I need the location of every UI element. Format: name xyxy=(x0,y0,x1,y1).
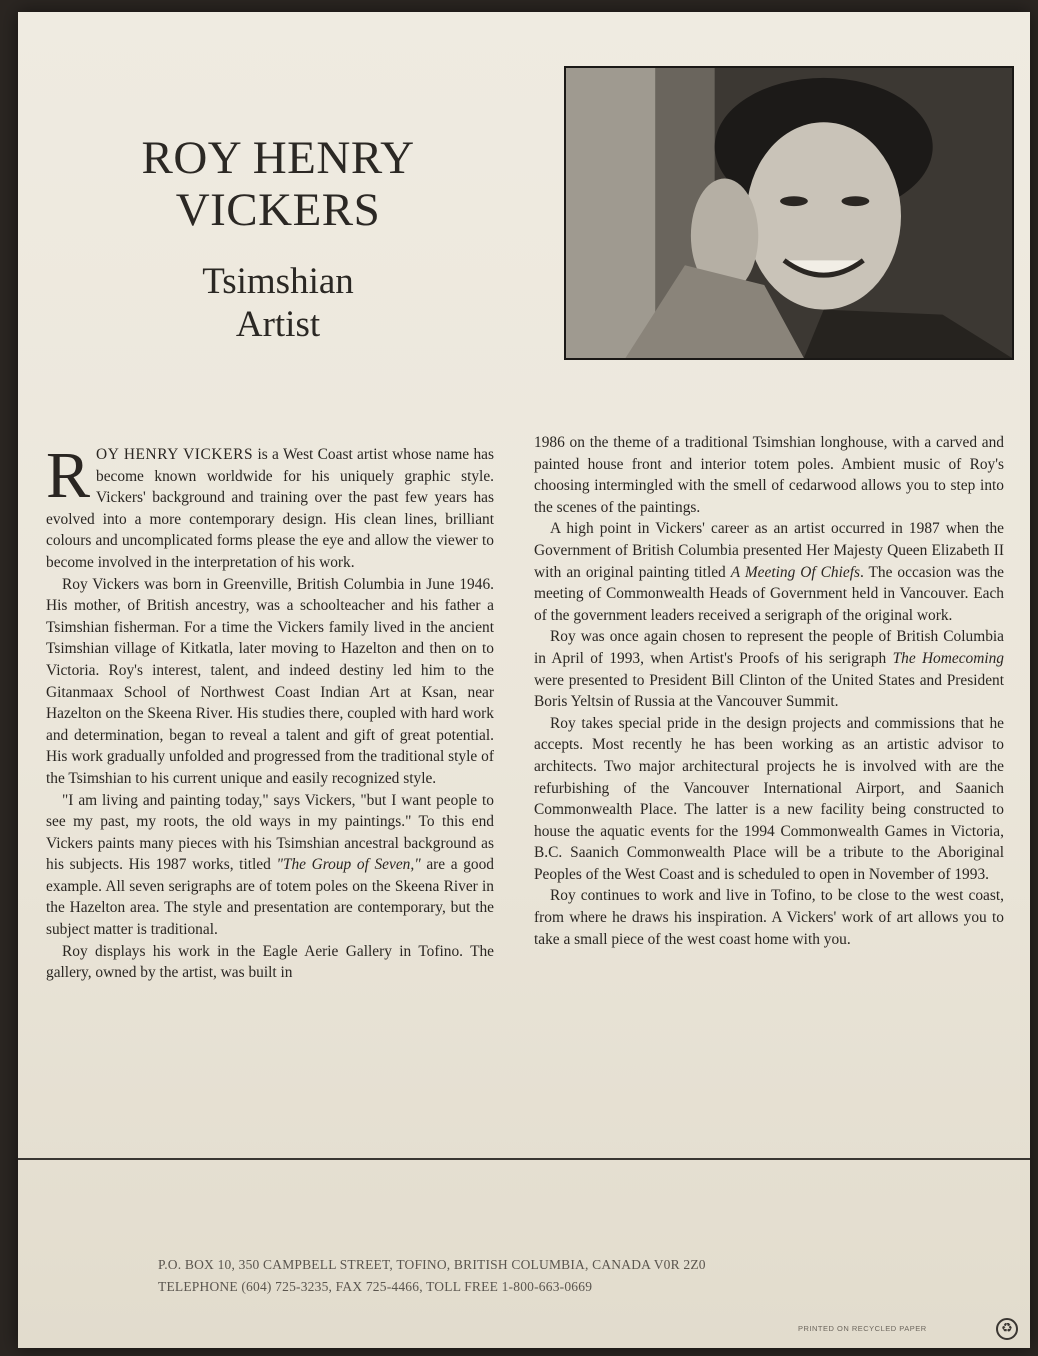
paragraph-text: "I am living and painting today," says Vickers, "but I want people to see my past, my roots, the old ways in my paintings." To this end Vickers paints many pieces with his Tsimshian ancestral background as his subjects. His 1987 works, titled xyxy=(46,791,494,874)
document-page xyxy=(18,12,1030,1348)
lead-in-name: OY HENRY VICKERS xyxy=(96,446,254,463)
page-title xyxy=(118,132,438,236)
paragraph-text: Roy was once again chosen to represent the people of British Columbia in April of 1993, when Artist's Proofs of his serigraph xyxy=(534,628,1004,667)
subtitle-line-1: Tsimshian xyxy=(202,261,354,302)
paragraph-text: A high point in Vickers' career as an artist occurred in 1987 when the Government of British Columbia presented Her Majesty Queen Elizabeth II with an original painting titled xyxy=(534,520,1004,581)
footer-address: P.O. BOX 10, 350 CAMPBELL STREET, TOFINO, BRITISH COLUMBIA, CANADA V0R 2Z0 xyxy=(158,1257,706,1272)
printed-on-recycled-paper-note: PRINTED ON RECYCLED PAPER xyxy=(798,1324,927,1333)
paragraph-text: were presented to President Bill Clinton of the United States and President Boris Yeltsin of Russia at the Vancouver Summit. xyxy=(534,671,1004,711)
paragraph: 1986 on the theme of a traditional Tsimshian longhouse, with a carved and painted house front and interior totem poles. Ambient music of Roy's choosing intermingled with the smell of cedarwood allows you to step into the scenes of the paintings. xyxy=(534,434,1004,516)
title-line-2: VICKERS xyxy=(175,184,381,236)
paragraph-text: . The occasion was the meeting of Commonwealth Heads of Government held in Vancouver. Each of the government leaders received a serigraph of the original work. xyxy=(534,563,1004,624)
footer-contact xyxy=(158,1254,938,1298)
paragraph xyxy=(46,439,494,574)
page-subtitle xyxy=(158,260,398,346)
paragraph-text: are a good example. All seven serigraphs are of totem poles on the Skeena River in the Hazelton area. The style and presentation are contemporary, but the subject matter is traditional. xyxy=(46,856,494,939)
footer-divider xyxy=(18,1158,1030,1160)
paragraph xyxy=(534,518,1004,626)
article-column-right xyxy=(534,432,1004,950)
paragraph: Roy Vickers was born in Greenville, British Columbia in June 1946. His mother, of British ancestry, was a schoolteacher and his father a Tsimshian fisherman. For a time the Vickers family lived in the ancient Tsimshian village of Kitkatla, later moving to Hazelton and then on to Victoria. Roy's interest, talent, and indeed destiny led him to the Gitanmaax School of Northwest Coast Indian Art at Ksan, near Hazelton on the Skeena River. His studies there, coupled with hard work and determination, began to reveal a talent and gift of great potential. His work gradually unfolded and progressed from the traditional style of the Tsimshian to his current unique and easily recognized style. xyxy=(46,575,494,787)
dropcap-letter: R xyxy=(46,439,91,512)
paragraph xyxy=(46,790,494,941)
artwork-title: "The Group of Seven," xyxy=(276,856,421,874)
subtitle-line-2: Artist xyxy=(235,304,321,345)
paragraph: Roy displays his work in the Eagle Aerie Gallery in Tofino. The gallery, owned by the artist, was built in xyxy=(46,942,494,982)
paragraph: Roy continues to work and live in Tofino, to be close to the west coast, from where he draws his inspiration. A Vickers' work of art allows you to take a small piece of the west coast home with you. xyxy=(534,887,1004,948)
paragraph: Roy takes special pride in the design projects and commissions that he accepts. Most recently he has been working as an artistic advisor to architects. Two major architectural projects he is involved with are the refurbishing of the Vancouver International Airport, and Saanich Commonwealth Place. The latter is a new facility being constructed to house the aquatic events for the 1994 Commonwealth Games in Victoria, B.C. Saanich Commonwealth Place will be a tribute to the Aboriginal Peoples of the West Coast and is scheduled to open in November of 1993. xyxy=(534,714,1004,883)
footer-phone: TELEPHONE (604) 725-3235, FAX 725-4466, TOLL FREE 1-800-663-0669 xyxy=(158,1279,593,1294)
recycle-icon: ♻ xyxy=(996,1318,1018,1340)
paragraph-text: is a West Coast artist whose name has become known worldwide for his uniquely graphic style. Vickers' background and training over the past few years has evolved into a more contemporary design. His clean lines, brilliant colours and uncomplicated forms please the eye and allow the viewer to become involved in the interpretation of his work. xyxy=(46,446,494,571)
artist-portrait-photo xyxy=(564,66,1014,360)
title-line-1: ROY HENRY xyxy=(141,132,415,184)
artwork-title: The Homecoming xyxy=(892,649,1005,667)
paragraph xyxy=(534,626,1004,712)
article-column-left xyxy=(46,439,494,984)
artwork-title: A Meeting Of Chiefs xyxy=(730,563,860,581)
